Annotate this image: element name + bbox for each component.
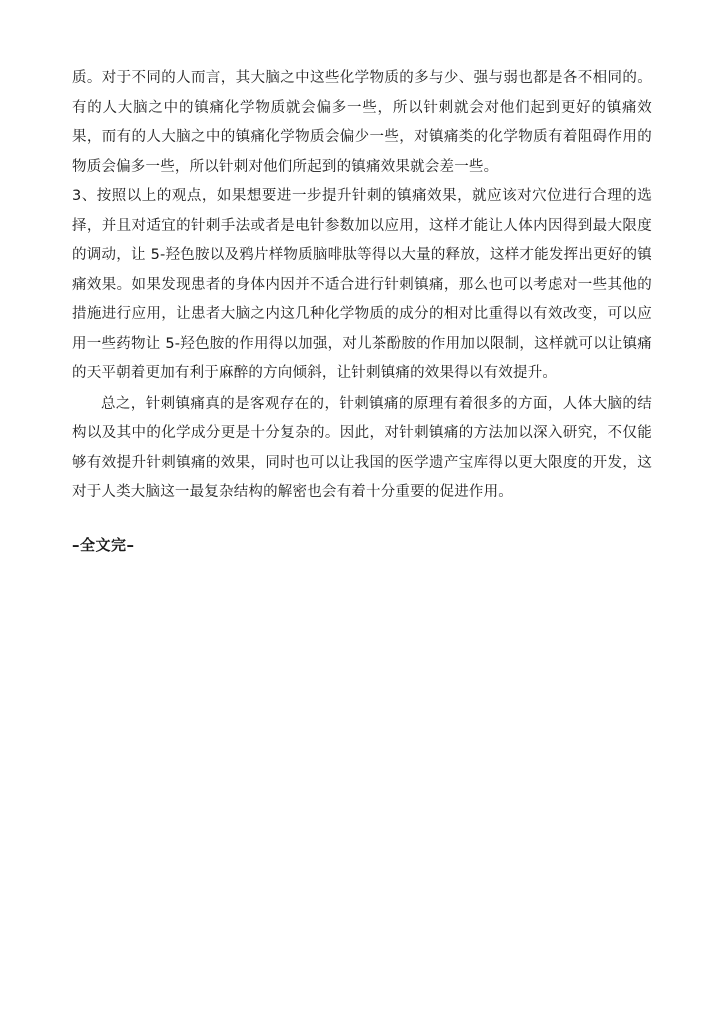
paragraph-point-3: 3、按照以上的观点，如果想要进一步提升针刺的镇痛效果，就应该对穴位进行合理的选择，并且对适宜的针刺手法或者是电针参数加以应用，这样才能让人体内因得到最大限度的调动，让 5-羟色胺以及鸦片样物质脑啡肽等得以大量的释放，这样才能发挥出更好的镇痛效果。如果发现患者的身体内因并不适合进行针刺镇痛，那么也可以考虑对一些其他的措施进行应用，让患者大脑之内这几种化学物质的成分的相对比重得以有效改变，可以应用一些药物让 5-羟色胺的作用得以加强，对儿茶酚胺的作用加以限制，这样就可以让镇痛的天平朝着更加有利于麻醉的方向倾斜，让针刺镇痛的效果得以有效提升。 bbox=[72, 188, 652, 381]
document-body bbox=[72, 64, 652, 555]
paragraph-conclusion: 总之，针刺镇痛真的是客观存在的，针刺镇痛的原理有着很多的方面，人体大脑的结构以及其中的化学成分更是十分复杂的。因此，对针刺镇痛的方法加以深入研究，不仅能够有效提升针刺镇痛的效果，同时也可以让我国的医学遗产宝库得以更大限度的开发，这对于人类大脑这一最复杂结构的解密也会有着十分重要的促进作用。 bbox=[72, 395, 652, 500]
paragraph-continuation: 质。对于不同的人而言，其大脑之中这些化学物质的多与少、强与弱也都是各不相同的。有的人大脑之中的镇痛化学物质就会偏多一些，所以针刺就会对他们起到更好的镇痛效果，而有的人大脑之中的镇痛化学物质会偏少一些，对镇痛类的化学物质有着阻碍作用的物质会偏多一些，所以针刺对他们所起到的镇痛效果就会差一些。 bbox=[72, 70, 652, 175]
end-of-document-mark: –全文完– bbox=[72, 535, 135, 554]
